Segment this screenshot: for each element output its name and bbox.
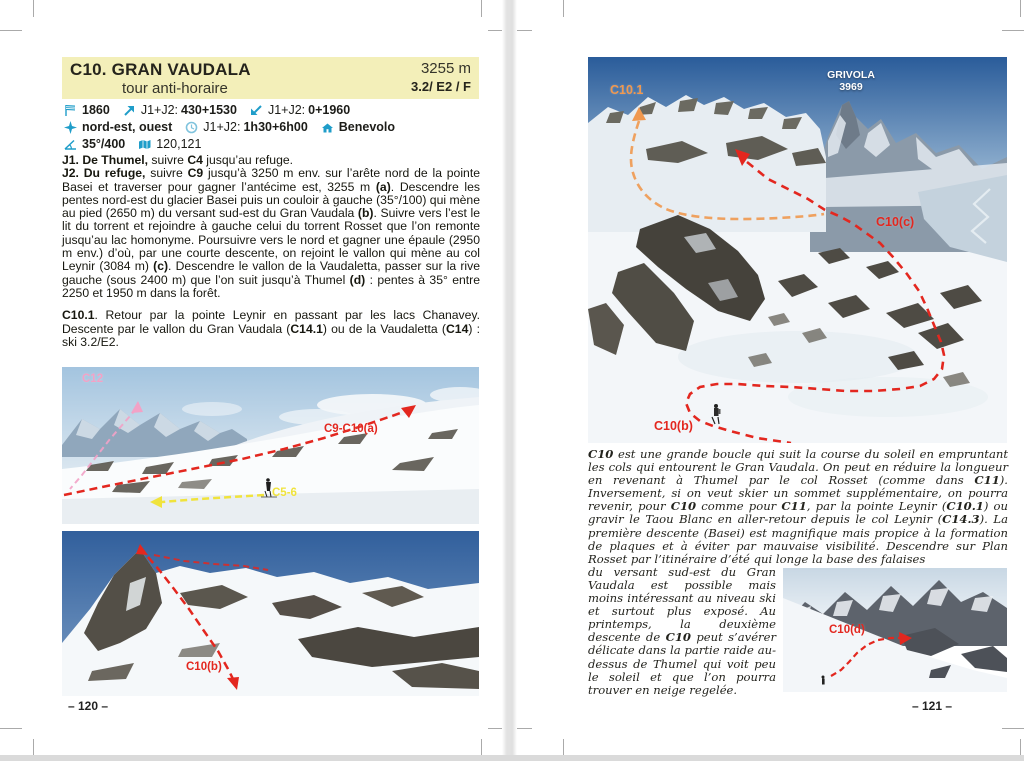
crop-mark bbox=[563, 739, 564, 756]
route-title: C10. GRAN VAUDALA bbox=[70, 60, 251, 79]
page-gutter bbox=[502, 0, 517, 761]
crop-mark bbox=[481, 739, 482, 756]
crop-mark bbox=[517, 728, 532, 729]
photo-panorama-basei bbox=[62, 367, 479, 524]
route-subtitle: tour anti-horaire bbox=[122, 80, 228, 97]
page-number-left: – 120 – bbox=[68, 699, 109, 713]
crop-mark bbox=[33, 0, 34, 17]
crop-mark bbox=[1020, 739, 1021, 756]
photo3-illustration bbox=[588, 57, 1007, 443]
map-icon bbox=[138, 138, 151, 151]
crop-mark bbox=[481, 0, 482, 17]
refuge-icon bbox=[321, 121, 334, 134]
route-label-c12: C12 bbox=[82, 373, 104, 385]
route-label-c9-c10a: C9-C10(a) bbox=[324, 423, 378, 435]
orientation-value: nord-est, ouest bbox=[82, 120, 173, 134]
route-grade: 3.2/ E2 / F bbox=[411, 79, 471, 94]
ascent-label: J1+J2: bbox=[140, 103, 178, 117]
crop-mark bbox=[0, 728, 22, 729]
crop-mark bbox=[0, 30, 22, 31]
crop-mark bbox=[1002, 30, 1024, 31]
commentary-part2: du versant sud-est du Gran Vaudala est possible mais moins intéressant au niveau ski et surtout plus exposé. Au printemps, la deuxième descente de C10 peut s’avérer délicate dans la partie raide au-dessus de Thumel qui voit peu le soleil et que l’on pourra trouver en neige regelée. bbox=[588, 564, 777, 697]
route-label-c5-6: C5-6 bbox=[272, 487, 297, 499]
slope-value: 35°/400 bbox=[82, 137, 126, 151]
crop-mark bbox=[517, 30, 532, 31]
route-description bbox=[62, 154, 480, 349]
peak-name: GRIVOLA bbox=[827, 69, 875, 81]
photo-gran-vaudala-panorama bbox=[588, 57, 1007, 443]
ascent-arrow-icon bbox=[123, 104, 136, 117]
time-value: 1h30+6h00 bbox=[243, 120, 308, 134]
descent-value: 0+1960 bbox=[308, 103, 351, 117]
crop-mark bbox=[563, 0, 564, 17]
photo4-illustration bbox=[783, 568, 1007, 692]
slope-angle-icon bbox=[64, 138, 77, 151]
page-bottom-edge bbox=[0, 755, 1024, 761]
crop-mark bbox=[33, 739, 34, 756]
maps-value: 120,121 bbox=[156, 137, 202, 151]
peak-label-grivola bbox=[816, 69, 886, 93]
route-header bbox=[62, 57, 479, 99]
descent-label: J1+J2: bbox=[267, 103, 306, 117]
photo-thumel-slopes bbox=[783, 568, 1007, 692]
ascent-value: 430+1530 bbox=[181, 103, 237, 117]
photo2-illustration bbox=[62, 531, 479, 696]
photo-vaudala-descent bbox=[62, 531, 479, 696]
route-label-c10-1: C10.1 bbox=[610, 83, 644, 97]
route-info-block bbox=[64, 102, 481, 153]
flag-icon bbox=[64, 104, 77, 117]
descent-arrow-icon bbox=[250, 104, 263, 117]
route-label-c10d: C10(d) bbox=[829, 624, 865, 636]
paragraph-j2: J2. Du refuge, suivre C9 jusqu’à 3250 m env. sur l’arête nord de la pointe Basei et traverser pour gagner l’antécime est, 3255 m (a). Descendre les pentes nord-est du glacier Basei puis un couloir à gauche (35°/100) qui mène au pied (2650 m) du versant sud-est du Gran Vaudala (b). Suivre vers l’est le lit du torrent et rejoindre à gauche celui du torrent Rosset que l’on remonte jusqu’au lac homonyme. Poursuivre vers le nord et gagner une épaule (2950 m env.) d’où, par une courte descente, on rejoint le vallon qui mène au col Leynir (3084 m) (c). Descendre le vallon de la Vaudaletta, passer sur la rive gauche (sous 2400 m) que l’on suit jusqu’à Thumel (d) : pentes à 35° entre 2250 et 1950 m dans la forêt. bbox=[62, 166, 481, 300]
route-label-c10b-left: C10(b) bbox=[186, 661, 222, 673]
route-label-c10b-right: C10(b) bbox=[654, 419, 693, 433]
peak-altitude: 3969 bbox=[839, 81, 863, 93]
commentary-part1: C10 est une grande boucle qui suit la course du soleil en empruntant les cols qui entourent le Gran Vaudala. On peut en réduire la longueur en revenant à Thumel par le col Rosset (comme dans C11). Inversement, si on veut skier un sommet supplémentaire, on pourra revenir, pour C10 comme pour C11, par la pointe Leynir (C10.1) ou gravir le Taou Blanc en aller-retour depuis le col Leynir (C14.3). La première descente (Basei) est magnifique mais propice à la formation de plaques et à éviter par mauvaise visibilité. Descendre sur Plan Rosset par l’itinéraire d’été qui longe la base des falaises bbox=[588, 447, 1008, 566]
clock-icon bbox=[185, 121, 198, 134]
page-number-right: – 121 – bbox=[912, 699, 953, 713]
route-label-c10c: C10(c) bbox=[876, 215, 915, 229]
start-altitude: 1860 bbox=[82, 103, 110, 117]
crop-mark bbox=[488, 728, 503, 729]
photo1-illustration bbox=[62, 367, 479, 524]
paragraph-j1: J1. De Thumel, suivre C4 jusqu’au refuge. bbox=[62, 153, 294, 167]
crop-mark bbox=[1002, 728, 1024, 729]
refuge-name: Benevolo bbox=[338, 120, 396, 134]
crop-mark bbox=[1020, 0, 1021, 17]
crop-mark bbox=[488, 30, 503, 31]
paragraph-variant: C10.1. Retour par la pointe Leynir en passant par les lacs Chanavey. Descente par le vallon du Gran Vaudala (C14.1) ou de la Vaudaletta (C14) : ski 3.2/E2. bbox=[62, 308, 480, 349]
route-altitude: 3255 m bbox=[420, 60, 471, 77]
compass-icon bbox=[64, 121, 77, 134]
time-label: J1+J2: bbox=[203, 120, 241, 134]
